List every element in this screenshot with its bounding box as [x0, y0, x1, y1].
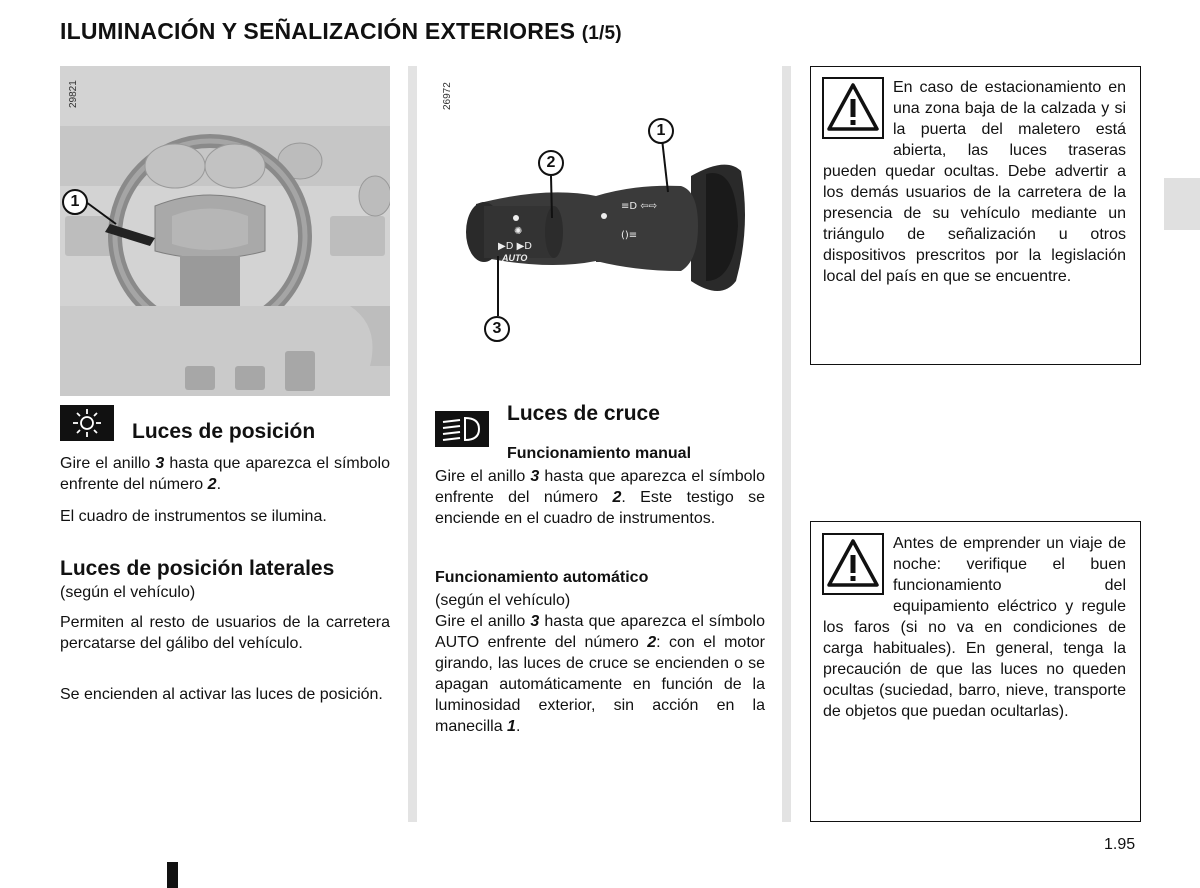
figure-steering-wheel — [60, 66, 390, 396]
page-title — [60, 18, 622, 45]
heading-position-lights: Luces de posición — [132, 420, 316, 443]
paragraph-side-position-1: Permiten al resto de usuarios de la carretera percatarse del gálibo del vehículo. — [60, 614, 390, 652]
callout-3: 3 — [484, 316, 510, 342]
subheading-automatic: Funcionamiento automático — [435, 569, 649, 586]
position-lights-icon — [60, 405, 114, 441]
warning-text-1: En caso de estacionamiento en una zona baja de la calzada y si la puerta del maletero está abierta, las luces traseras pueden quedar ocultas. Debe advertir a los demás usuarios de la carretera de la presencia de su vehículo mediante un triángulo de señalización u otros dispositivos prescritos por la legislación local del país en que se encuentre. — [823, 79, 1126, 285]
paragraph-side-position-2: Se encienden al activar las luces de posición. — [60, 686, 383, 703]
warning-text-2: Antes de emprender un viaje de noche: verifique el buen funcionamiento del equipamiento eléctrico y regule los faros (si no va en condiciones de carga habituales). En general, tenga la precaución de que las luces no queden ocultas (suciedad, barro, nieve, transporte de objetos que puedan ocultarlas). — [823, 535, 1126, 720]
column-gutter-left — [408, 66, 417, 822]
subheading-automatic-note: (según el vehículo) — [435, 592, 571, 609]
page-number: 1.95 — [1104, 836, 1136, 853]
warning-box-1 — [810, 66, 1141, 365]
callout-1: 1 — [62, 189, 88, 215]
page-edge-marker — [167, 862, 178, 888]
paragraph-manual: Gire el anillo 3 hasta que aparezca el símbolo enfrente del número 2. Este testigo se enciende en el cuadro de instrumentos. — [435, 468, 766, 527]
paragraph-position-2: El cuadro de instrumentos se ilumina. — [60, 508, 327, 525]
callout-1: 1 — [648, 118, 674, 144]
auto-label: AUTO — [502, 253, 528, 263]
figure-light-stalk — [436, 66, 766, 366]
svg-text:()≡: ()≡ — [621, 230, 638, 241]
section-tab — [1164, 178, 1200, 230]
page-title-main: ILUMINACIÓN Y SEÑALIZACIÓN EXTERIORES — [60, 18, 576, 44]
svg-text:✺: ✺ — [514, 226, 523, 237]
figure-code-2: 26972 — [442, 82, 453, 110]
callout-2: 2 — [538, 150, 564, 176]
column-gutter-right — [782, 66, 791, 822]
heading-side-position-lights: Luces de posición laterales — [60, 557, 335, 580]
dipped-beam-icon — [435, 411, 489, 447]
svg-text:▶D ▶D: ▶D ▶D — [498, 241, 532, 252]
heading-dipped-beam: Luces de cruce — [507, 402, 660, 425]
paragraph-position-1: Gire el anillo 3 hasta que aparezca el símbolo enfrente del número 2. — [60, 455, 391, 493]
figure-code: 29821 — [68, 80, 79, 108]
subheading-side-position-lights: (según el vehículo) — [60, 584, 196, 601]
warning-box-2 — [810, 521, 1141, 822]
subheading-manual: Funcionamiento manual — [507, 445, 692, 462]
callout-leader-1 — [60, 66, 390, 396]
svg-text:≡D ⇦⇨: ≡D ⇦⇨ — [621, 201, 658, 212]
page-title-part: (1/5) — [581, 23, 622, 44]
paragraph-automatic: Gire el anillo 3 hasta que aparezca el símbolo AUTO enfrente del número 2: con el motor girando, las luces de cruce se encienden o se apagan automáticamente en función de la luminosidad exterior, sin acción en la manecilla 1. — [435, 613, 766, 735]
